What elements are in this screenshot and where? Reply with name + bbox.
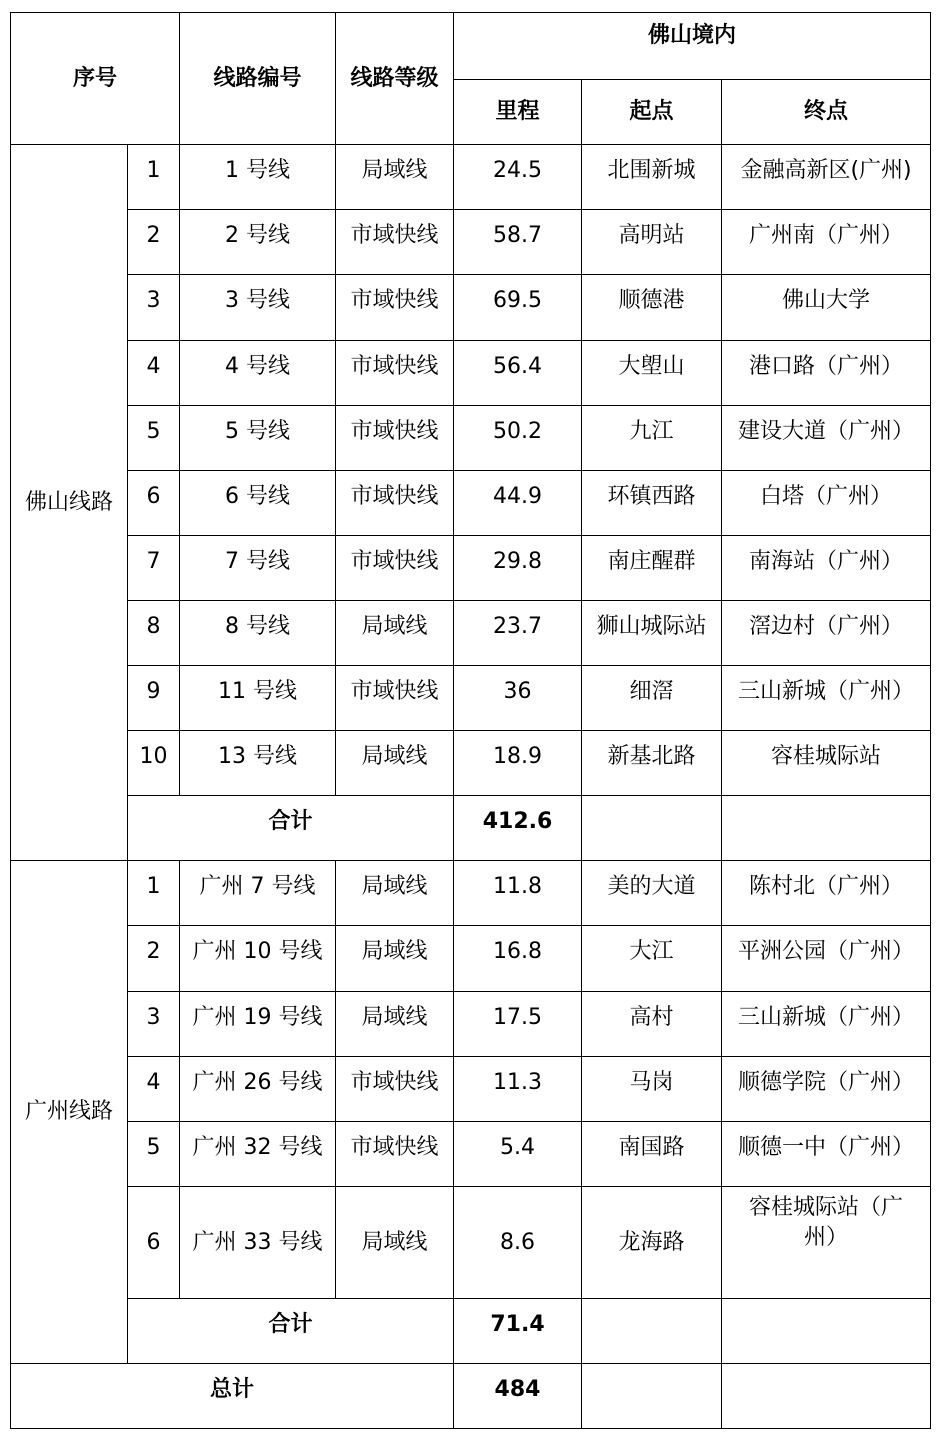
end-station: 白塔（广州） bbox=[722, 471, 931, 536]
header-line-no: 线路编号 bbox=[180, 13, 336, 145]
start-station: 顺德港 bbox=[582, 275, 722, 341]
table-row bbox=[11, 275, 931, 341]
line-name: 6 号线 bbox=[180, 471, 336, 536]
end-station: 陈村北（广州） bbox=[722, 861, 931, 926]
start-station: 大江 bbox=[582, 926, 722, 992]
line-grade: 局域线 bbox=[336, 992, 454, 1057]
empty-cell bbox=[582, 1299, 722, 1364]
start-station: 高明站 bbox=[582, 210, 722, 275]
mileage: 11.8 bbox=[454, 861, 582, 926]
mileage: 36 bbox=[454, 666, 582, 731]
start-station: 细滘 bbox=[582, 666, 722, 731]
mileage: 58.7 bbox=[454, 210, 582, 275]
end-station: 顺德一中（广州） bbox=[722, 1122, 931, 1187]
table-row bbox=[11, 926, 931, 992]
empty-cell bbox=[722, 1299, 931, 1364]
header-mileage: 里程 bbox=[454, 80, 582, 145]
guangzhou-subtotal-label: 合计 bbox=[128, 1299, 454, 1364]
header-seq: 序号 bbox=[11, 13, 180, 145]
mileage: 56.4 bbox=[454, 341, 582, 406]
line-grade: 局域线 bbox=[336, 861, 454, 926]
row-number: 3 bbox=[128, 275, 180, 341]
mileage: 29.8 bbox=[454, 536, 582, 601]
row-number: 1 bbox=[128, 145, 180, 210]
table-row bbox=[11, 471, 931, 536]
end-station: 港口路（广州） bbox=[722, 341, 931, 406]
end-station: 南海站（广州） bbox=[722, 536, 931, 601]
start-station: 南庄醒群 bbox=[582, 536, 722, 601]
table-row bbox=[11, 406, 931, 471]
line-grade: 局域线 bbox=[336, 601, 454, 666]
line-name: 13 号线 bbox=[180, 731, 336, 796]
guangzhou-subtotal-value: 71.4 bbox=[454, 1299, 582, 1364]
end-station: 平洲公园（广州） bbox=[722, 926, 931, 992]
mileage: 44.9 bbox=[454, 471, 582, 536]
header-start: 起点 bbox=[582, 80, 722, 145]
line-name: 2 号线 bbox=[180, 210, 336, 275]
line-name: 11 号线 bbox=[180, 666, 336, 731]
start-station: 环镇西路 bbox=[582, 471, 722, 536]
line-grade: 市域快线 bbox=[336, 1057, 454, 1122]
start-station: 狮山城际站 bbox=[582, 601, 722, 666]
row-number: 9 bbox=[128, 666, 180, 731]
end-station: 容桂城际站（广州） bbox=[722, 1187, 931, 1299]
row-number: 7 bbox=[128, 536, 180, 601]
mileage: 16.8 bbox=[454, 926, 582, 992]
line-grade: 局域线 bbox=[336, 1187, 454, 1299]
foshan-group-label: 佛山线路 bbox=[11, 145, 128, 861]
mileage: 24.5 bbox=[454, 145, 582, 210]
end-station: 佛山大学 bbox=[722, 275, 931, 341]
start-station: 新基北路 bbox=[582, 731, 722, 796]
row-number: 1 bbox=[128, 861, 180, 926]
mileage: 23.7 bbox=[454, 601, 582, 666]
total-label: 总计 bbox=[11, 1364, 454, 1429]
subtotal-row bbox=[11, 1299, 931, 1364]
mileage: 17.5 bbox=[454, 992, 582, 1057]
end-station: 三山新城（广州） bbox=[722, 992, 931, 1057]
row-number: 2 bbox=[128, 210, 180, 275]
end-station: 滘边村（广州） bbox=[722, 601, 931, 666]
mileage: 8.6 bbox=[454, 1187, 582, 1299]
header-within: 佛山境内 bbox=[454, 13, 931, 80]
mileage: 18.9 bbox=[454, 731, 582, 796]
empty-cell bbox=[722, 1364, 931, 1429]
foshan-subtotal-label: 合计 bbox=[128, 796, 454, 861]
table-row bbox=[11, 1057, 931, 1122]
header-end: 终点 bbox=[722, 80, 931, 145]
line-grade: 市域快线 bbox=[336, 406, 454, 471]
line-name: 广州 7 号线 bbox=[180, 861, 336, 926]
end-station: 三山新城（广州） bbox=[722, 666, 931, 731]
table-row bbox=[11, 1122, 931, 1187]
empty-cell bbox=[582, 796, 722, 861]
line-grade: 市域快线 bbox=[336, 210, 454, 275]
start-station: 美的大道 bbox=[582, 861, 722, 926]
row-number: 4 bbox=[128, 1057, 180, 1122]
row-number: 2 bbox=[128, 926, 180, 992]
mileage: 5.4 bbox=[454, 1122, 582, 1187]
line-grade: 市域快线 bbox=[336, 471, 454, 536]
start-station: 北围新城 bbox=[582, 145, 722, 210]
table-row bbox=[11, 145, 931, 210]
table-row bbox=[11, 210, 931, 275]
line-name: 7 号线 bbox=[180, 536, 336, 601]
mileage: 11.3 bbox=[454, 1057, 582, 1122]
line-name: 4 号线 bbox=[180, 341, 336, 406]
empty-cell bbox=[722, 796, 931, 861]
line-name: 广州 10 号线 bbox=[180, 926, 336, 992]
line-name: 5 号线 bbox=[180, 406, 336, 471]
line-grade: 市域快线 bbox=[336, 1122, 454, 1187]
subtotal-row bbox=[11, 796, 931, 861]
line-name: 8 号线 bbox=[180, 601, 336, 666]
metro-lines-table bbox=[10, 12, 931, 1429]
row-number: 4 bbox=[128, 341, 180, 406]
line-grade: 市域快线 bbox=[336, 341, 454, 406]
table-row bbox=[11, 666, 931, 731]
table-row bbox=[11, 992, 931, 1057]
table-row bbox=[11, 536, 931, 601]
start-station: 高村 bbox=[582, 992, 722, 1057]
line-grade: 市域快线 bbox=[336, 536, 454, 601]
guangzhou-group-label: 广州线路 bbox=[11, 861, 128, 1364]
line-name: 3 号线 bbox=[180, 275, 336, 341]
start-station: 马岗 bbox=[582, 1057, 722, 1122]
mileage: 50.2 bbox=[454, 406, 582, 471]
line-grade: 市域快线 bbox=[336, 666, 454, 731]
line-name: 广州 19 号线 bbox=[180, 992, 336, 1057]
line-name: 1 号线 bbox=[180, 145, 336, 210]
start-station: 南国路 bbox=[582, 1122, 722, 1187]
row-number: 5 bbox=[128, 1122, 180, 1187]
row-number: 8 bbox=[128, 601, 180, 666]
line-grade: 市域快线 bbox=[336, 275, 454, 341]
end-station: 广州南（广州） bbox=[722, 210, 931, 275]
row-number: 6 bbox=[128, 471, 180, 536]
header-grade: 线路等级 bbox=[336, 13, 454, 145]
table-row bbox=[11, 1187, 931, 1299]
table-row bbox=[11, 601, 931, 666]
start-station: 九江 bbox=[582, 406, 722, 471]
line-name: 广州 32 号线 bbox=[180, 1122, 336, 1187]
total-row bbox=[11, 1364, 931, 1429]
end-station: 容桂城际站 bbox=[722, 731, 931, 796]
table-row bbox=[11, 731, 931, 796]
start-station: 大塱山 bbox=[582, 341, 722, 406]
line-name: 广州 33 号线 bbox=[180, 1187, 336, 1299]
row-number: 10 bbox=[128, 731, 180, 796]
line-grade: 局域线 bbox=[336, 145, 454, 210]
row-number: 5 bbox=[128, 406, 180, 471]
start-station: 龙海路 bbox=[582, 1187, 722, 1299]
empty-cell bbox=[582, 1364, 722, 1429]
line-grade: 局域线 bbox=[336, 926, 454, 992]
total-value: 484 bbox=[454, 1364, 582, 1429]
line-grade: 局域线 bbox=[336, 731, 454, 796]
row-number: 6 bbox=[128, 1187, 180, 1299]
end-station: 建设大道（广州） bbox=[722, 406, 931, 471]
table-row bbox=[11, 861, 931, 926]
row-number: 3 bbox=[128, 992, 180, 1057]
end-station: 金融高新区(广州) bbox=[722, 145, 931, 210]
end-station: 顺德学院（广州） bbox=[722, 1057, 931, 1122]
mileage: 69.5 bbox=[454, 275, 582, 341]
line-name: 广州 26 号线 bbox=[180, 1057, 336, 1122]
foshan-subtotal-value: 412.6 bbox=[454, 796, 582, 861]
table-row bbox=[11, 341, 931, 406]
